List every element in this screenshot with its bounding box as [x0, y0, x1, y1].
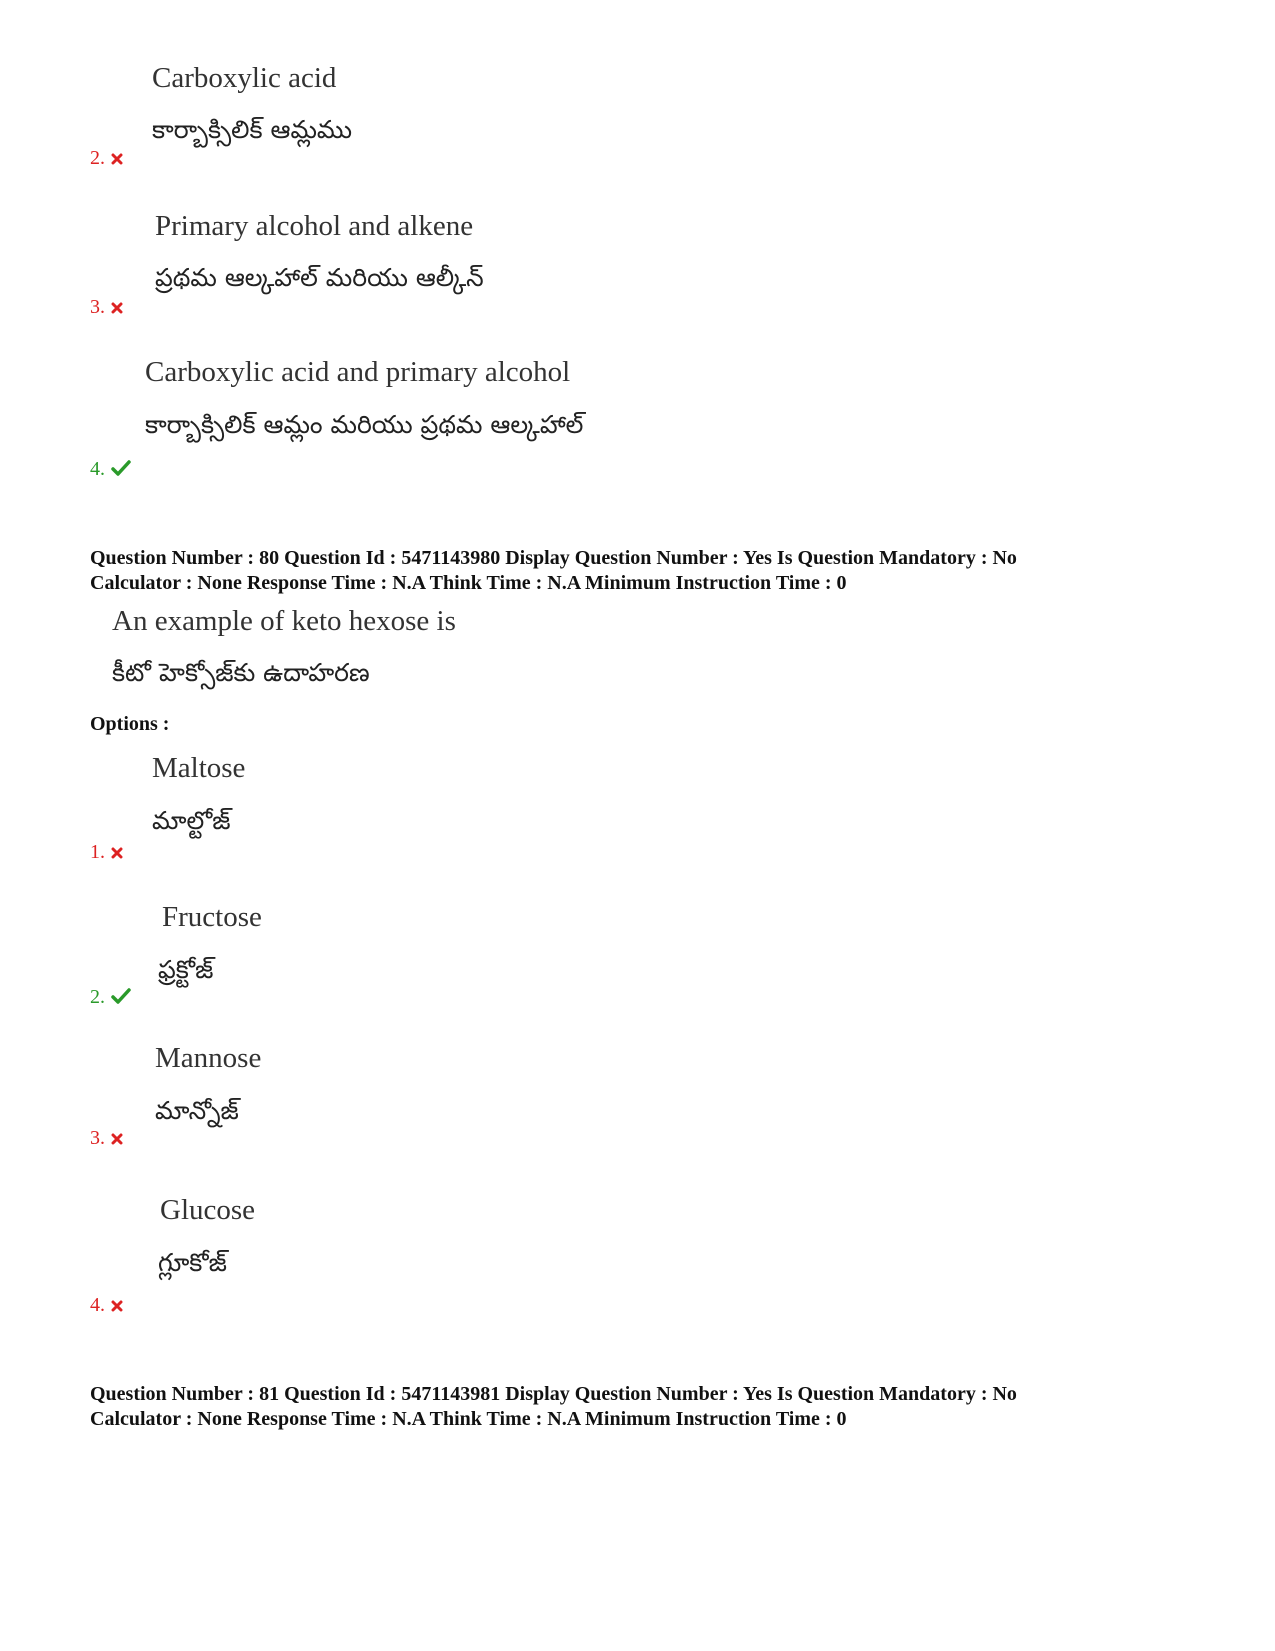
check-icon: [111, 459, 131, 482]
option-text-en: Fructose: [162, 901, 262, 933]
option-text-en: Glucose: [160, 1194, 256, 1226]
option-number: 3.: [90, 1127, 123, 1151]
question-meta-line2: Calculator : None Response Time : N.A Think Time : N.A Minimum Instruction Time : 0: [90, 572, 847, 594]
option-number: 3.: [90, 296, 123, 320]
cross-icon: [111, 842, 123, 865]
option-number: 1.: [90, 841, 123, 865]
option-text-te: ప్రథమ ఆల్కహాల్ మరియు ఆల్కీన్: [155, 263, 484, 292]
cross-icon: [111, 1128, 123, 1151]
options-label: Options :: [90, 713, 170, 735]
option-text-te: మాన్నోజ్: [155, 1096, 239, 1125]
cross-icon: [111, 1295, 123, 1318]
option-text-te: మాల్టోజ్: [152, 806, 231, 835]
option-number: 4.: [90, 458, 131, 482]
option-text-te: ఫ్రక్టోజ్: [158, 955, 214, 984]
question-text-en: An example of keto hexose is: [112, 605, 456, 637]
question-meta: [90, 546, 1017, 596]
question-meta-line1: Question Number : 81 Question Id : 5471143981 Display Question Number : Yes Is Question Mandatory : No: [90, 1383, 1017, 1405]
question-text-te: కీటో హెక్సోజ్‌కు ఉదాహరణ: [112, 658, 370, 687]
option-text-en: Carboxylic acid: [152, 62, 337, 94]
question-meta-line1: Question Number : 80 Question Id : 5471143980 Display Question Number : Yes Is Question Mandatory : No: [90, 547, 1017, 569]
option-number: 2.: [90, 986, 131, 1010]
option-text-en: Maltose: [152, 752, 246, 784]
option-text-en: Carboxylic acid and primary alcohol: [145, 356, 571, 388]
option-text-en: Primary alcohol and alkene: [155, 210, 474, 242]
option-text-te: కార్బాక్సిలిక్ ఆమ్లము: [152, 115, 352, 144]
option-text-en: Mannose: [155, 1042, 262, 1074]
option-text-te: గ్లూకోజ్: [158, 1248, 227, 1277]
check-icon: [111, 987, 131, 1010]
option-number: 4.: [90, 1294, 123, 1318]
option-number: 2.: [90, 147, 123, 171]
question-meta-line2: Calculator : None Response Time : N.A Think Time : N.A Minimum Instruction Time : 0: [90, 1408, 847, 1430]
cross-icon: [111, 297, 123, 320]
cross-icon: [111, 148, 123, 171]
question-meta: [90, 1382, 1017, 1432]
option-text-te: కార్బాక్సిలిక్ ఆమ్లం మరియు ప్రథమ ఆల్కహాల్: [145, 410, 584, 439]
